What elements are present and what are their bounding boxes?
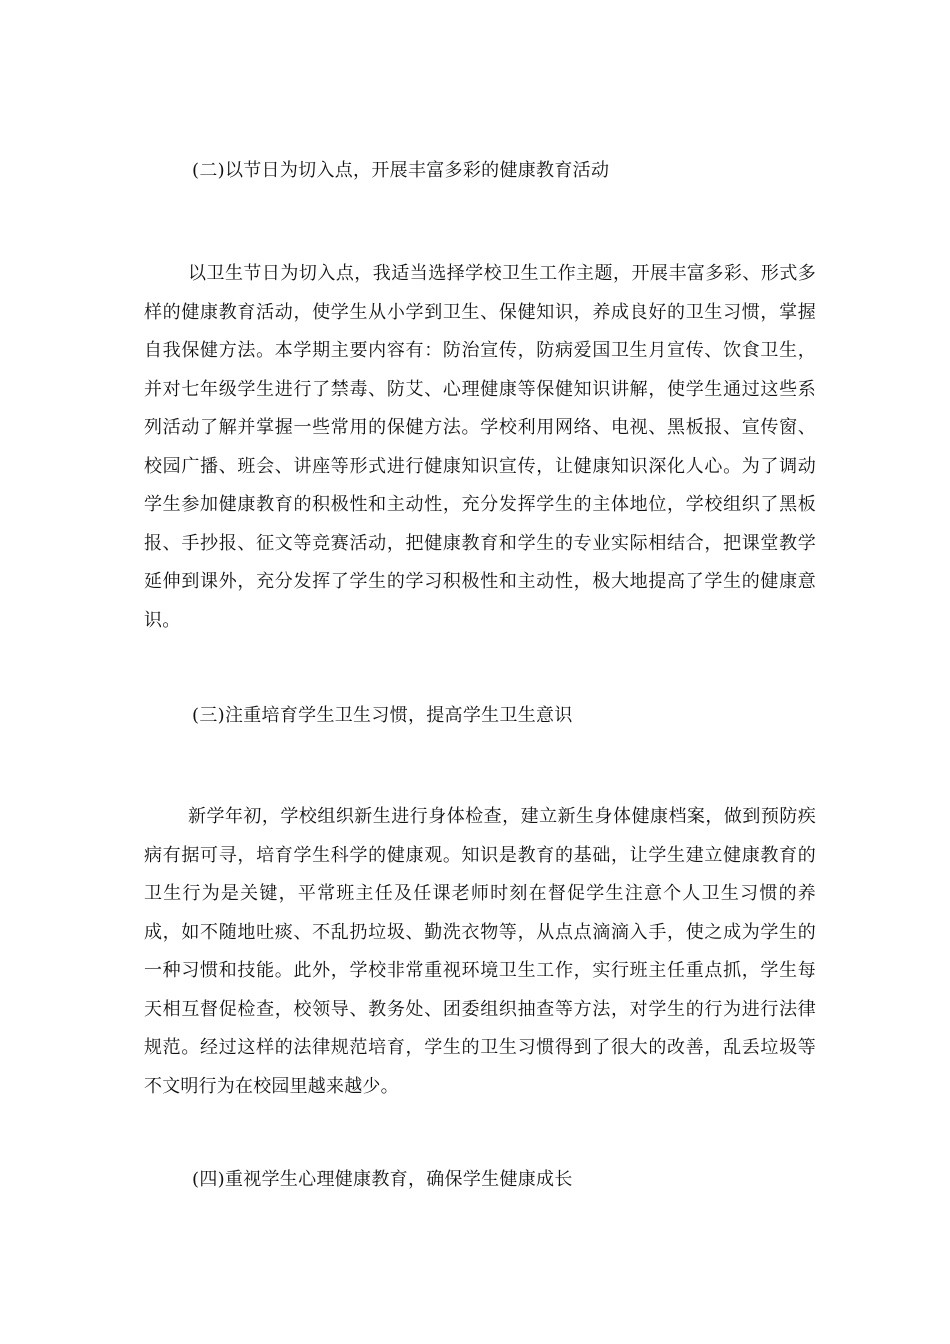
section-paragraph-2: 以卫生节日为切入点，我适当选择学校卫生工作主题，开展丰富多彩、形式多样的健康教育活动，使学生从小学到卫生、保健知识，养成良好的卫生习惯，掌握自我保健方法。本学期主要内容有：防治宣传，防病爱国卫生月宣传、饮食卫生，并对七年级学生进行了禁毒、防艾、心理健康等保健知识讲解，使学生通过这些系列活动了解并掌握一些常用的保健方法。学校利用网络、电视、黑板报、宣传窗、校园广播、班会、讲座等形式进行健康知识宣传，让健康知识深化人心。为了调动学生参加健康教育的积极性和主动性，充分发挥学生的主体地位，学校组织了黑板报、手抄报、征文等竞赛活动，把健康教育和学生的专业实际相结合，把课堂教学延伸到课外，充分发挥了学生的学习积极性和主动性，极大地提高了学生的健康意识。 [144, 263, 816, 631]
section-paragraph-3: 新学年初，学校组织新生进行身体检查，建立新生身体健康档案，做到预防疾病有据可寻，培育学生科学的健康观。知识是教育的基础，让学生建立健康教育的卫生行为是关键，平常班主任及任课老师时刻在督促学生注意个人卫生习惯的养成，如不随地吐痰、不乱扔垃圾、勤洗衣物等，从点点滴滴入手，使之成为学生的一种习惯和技能。此外，学校非常重视环境卫生工作，实行班主任重点抓，学生每天相互督促检查，校领导、教务处、团委组织抽查等方法，对学生的行为进行法律规范。经过这样的法律规范培育，学生的卫生习惯得到了很大的改善，乱丢垃圾等不文明行为在校园里越来越少。 [144, 806, 816, 1097]
section-heading-3: (三)注重培育学生卫生习惯，提高学生卫生意识 [192, 705, 573, 726]
section-heading-2: (二)以节日为切入点，开展丰富多彩的健康教育活动 [192, 160, 610, 181]
section-heading-4: (四)重视学生心理健康教育，确保学生健康成长 [192, 1169, 573, 1190]
